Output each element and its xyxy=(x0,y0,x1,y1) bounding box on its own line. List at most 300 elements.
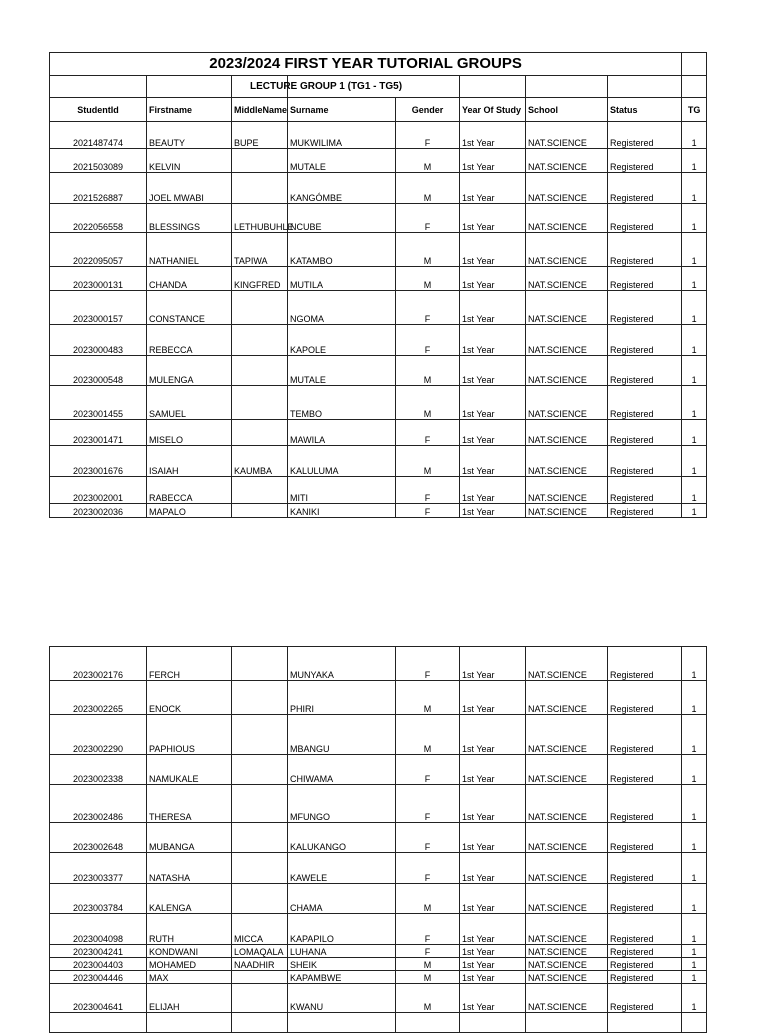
student-id-cell: 2023000548 xyxy=(50,356,147,386)
blank-cell xyxy=(608,76,682,98)
table-row xyxy=(50,446,707,477)
school-cell: NAT.SCIENCE xyxy=(526,122,608,149)
middlename-cell xyxy=(232,1013,288,1033)
middlename-cell xyxy=(232,356,288,386)
blank-cell xyxy=(682,76,707,98)
header-tg: TG xyxy=(682,98,707,122)
tg-cell: 1 xyxy=(682,945,707,958)
school-cell: NAT.SCIENCE xyxy=(526,755,608,785)
status-cell: Registered xyxy=(608,945,682,958)
firstname-cell: ELIJAH xyxy=(147,984,232,1013)
middlename-cell: KAUMBA xyxy=(232,446,288,477)
table-row xyxy=(50,823,707,853)
tg-cell: 1 xyxy=(682,914,707,945)
status-cell: Registered xyxy=(608,715,682,755)
surname-cell: KAWELE xyxy=(288,853,396,884)
year-of-study-cell: 1st Year xyxy=(460,325,526,356)
firstname-cell: KONDWANI xyxy=(147,945,232,958)
gender-cell: F xyxy=(396,853,460,884)
tg-cell: 1 xyxy=(682,681,707,715)
student-id-cell: 2023002176 xyxy=(50,647,147,681)
status-cell: Registered xyxy=(608,823,682,853)
middlename-cell xyxy=(232,173,288,204)
firstname-cell: NAMUKALE xyxy=(147,755,232,785)
column-header-row xyxy=(50,98,707,122)
table-row xyxy=(50,715,707,755)
student-id-cell: 2023002486 xyxy=(50,785,147,823)
middlename-cell xyxy=(232,755,288,785)
blank-cell xyxy=(147,76,232,98)
surname-cell: KAPAMBWE xyxy=(288,971,396,984)
firstname-cell: CONSTANCE xyxy=(147,291,232,325)
firstname-cell: MAPALO xyxy=(147,504,232,518)
middlename-cell xyxy=(232,823,288,853)
firstname-cell: KALENGA xyxy=(147,884,232,914)
student-id-cell: 2023001676 xyxy=(50,446,147,477)
year-of-study-cell: 1st Year xyxy=(460,204,526,233)
school-cell: NAT.SCIENCE xyxy=(526,884,608,914)
gender-cell: F xyxy=(396,291,460,325)
table-row xyxy=(50,785,707,823)
status-cell: Registered xyxy=(608,233,682,267)
middlename-cell xyxy=(232,477,288,504)
year-of-study-cell: 1st Year xyxy=(460,884,526,914)
surname-cell: KAPOLE xyxy=(288,325,396,356)
year-of-study-cell: 1st Year xyxy=(460,267,526,291)
gender-cell xyxy=(396,1013,460,1033)
student-id-cell: 2023001471 xyxy=(50,420,147,446)
table-row xyxy=(50,914,707,945)
header-surname: Surname xyxy=(288,98,396,122)
student-id-cell: 2021487474 xyxy=(50,122,147,149)
school-cell: NAT.SCIENCE xyxy=(526,504,608,518)
student-id-cell: 2023004098 xyxy=(50,914,147,945)
student-id-cell: 2023000131 xyxy=(50,267,147,291)
tg-cell: 1 xyxy=(682,755,707,785)
status-cell: Registered xyxy=(608,420,682,446)
middlename-cell xyxy=(232,149,288,173)
surname-cell: MUTALE xyxy=(288,356,396,386)
status-cell: Registered xyxy=(608,504,682,518)
table-row xyxy=(50,420,707,446)
status-cell xyxy=(608,1013,682,1033)
school-cell: NAT.SCIENCE xyxy=(526,420,608,446)
status-cell: Registered xyxy=(608,785,682,823)
middlename-cell xyxy=(232,715,288,755)
student-id-cell: 2021526887 xyxy=(50,173,147,204)
student-id-cell: 2023004241 xyxy=(50,945,147,958)
school-cell: NAT.SCIENCE xyxy=(526,681,608,715)
firstname-cell: FERCH xyxy=(147,647,232,681)
school-cell: NAT.SCIENCE xyxy=(526,356,608,386)
gender-cell: M xyxy=(396,971,460,984)
school-cell: NAT.SCIENCE xyxy=(526,149,608,173)
status-cell: Registered xyxy=(608,681,682,715)
status-cell: Registered xyxy=(608,914,682,945)
status-cell: Registered xyxy=(608,755,682,785)
firstname-cell: NATHANIEL xyxy=(147,233,232,267)
status-cell: Registered xyxy=(608,446,682,477)
gender-cell: F xyxy=(396,823,460,853)
year-of-study-cell: 1st Year xyxy=(460,477,526,504)
tutorial-groups-table-2 xyxy=(49,646,707,1033)
student-id-cell: 2023002036 xyxy=(50,504,147,518)
gender-cell: F xyxy=(396,945,460,958)
table-row xyxy=(50,884,707,914)
status-cell: Registered xyxy=(608,647,682,681)
gender-cell: M xyxy=(396,446,460,477)
year-of-study-cell: 1st Year xyxy=(460,233,526,267)
tg-cell: 1 xyxy=(682,823,707,853)
gender-cell: M xyxy=(396,715,460,755)
school-cell: NAT.SCIENCE xyxy=(526,477,608,504)
firstname-cell: MULENGA xyxy=(147,356,232,386)
year-of-study-cell: 1st Year xyxy=(460,386,526,420)
school-cell: NAT.SCIENCE xyxy=(526,853,608,884)
surname-cell: KANGÓMBE xyxy=(288,173,396,204)
gender-cell: F xyxy=(396,325,460,356)
school-cell: NAT.SCIENCE xyxy=(526,446,608,477)
gender-cell: M xyxy=(396,173,460,204)
tg-cell: 1 xyxy=(682,267,707,291)
tg-cell: 1 xyxy=(682,446,707,477)
student-id-cell xyxy=(50,1013,147,1033)
school-cell: NAT.SCIENCE xyxy=(526,325,608,356)
table-row xyxy=(50,853,707,884)
year-of-study-cell: 1st Year xyxy=(460,853,526,884)
student-id-cell: 2023002001 xyxy=(50,477,147,504)
student-id-cell: 2021503089 xyxy=(50,149,147,173)
student-id-cell: 2023003377 xyxy=(50,853,147,884)
student-id-cell: 2023002338 xyxy=(50,755,147,785)
status-cell: Registered xyxy=(608,291,682,325)
tg-cell: 1 xyxy=(682,853,707,884)
tg-cell: 1 xyxy=(682,647,707,681)
gender-cell: M xyxy=(396,984,460,1013)
firstname-cell xyxy=(147,1013,232,1033)
surname-cell xyxy=(288,1013,396,1033)
header-gender: Gender xyxy=(396,98,460,122)
middlename-cell xyxy=(232,681,288,715)
year-of-study-cell: 1st Year xyxy=(460,420,526,446)
gender-cell: M xyxy=(396,233,460,267)
surname-cell: CHAMA xyxy=(288,884,396,914)
table-row xyxy=(50,204,707,233)
subtitle-row xyxy=(50,76,707,98)
middlename-cell xyxy=(232,647,288,681)
student-id-cell: 2023004403 xyxy=(50,958,147,971)
student-id-cell: 2023000483 xyxy=(50,325,147,356)
student-id-cell: 2023004641 xyxy=(50,984,147,1013)
middlename-cell xyxy=(232,971,288,984)
gender-cell: M xyxy=(396,149,460,173)
table-row xyxy=(50,477,707,504)
school-cell: NAT.SCIENCE xyxy=(526,971,608,984)
tg-cell: 1 xyxy=(682,504,707,518)
tg-cell: 1 xyxy=(682,477,707,504)
surname-cell: KWANU xyxy=(288,984,396,1013)
year-of-study-cell: 1st Year xyxy=(460,173,526,204)
school-cell: NAT.SCIENCE xyxy=(526,647,608,681)
tg-cell: 1 xyxy=(682,173,707,204)
tg-cell: 1 xyxy=(682,884,707,914)
table-row xyxy=(50,984,707,1013)
student-id-cell: 2023004446 xyxy=(50,971,147,984)
middlename-cell xyxy=(232,984,288,1013)
firstname-cell: RUTH xyxy=(147,914,232,945)
gender-cell: F xyxy=(396,755,460,785)
surname-cell: MUTILA xyxy=(288,267,396,291)
status-cell: Registered xyxy=(608,173,682,204)
school-cell: NAT.SCIENCE xyxy=(526,785,608,823)
middlename-cell xyxy=(232,291,288,325)
table-row xyxy=(50,173,707,204)
student-id-cell: 2023001455 xyxy=(50,386,147,420)
surname-cell: KAPAPILO xyxy=(288,914,396,945)
gender-cell: F xyxy=(396,477,460,504)
tg-cell: 1 xyxy=(682,420,707,446)
tg-cell xyxy=(682,1013,707,1033)
firstname-cell: SAMUEL xyxy=(147,386,232,420)
surname-cell: SHEIK xyxy=(288,958,396,971)
surname-cell: KALULUMA xyxy=(288,446,396,477)
surname-cell: MUNYAKA xyxy=(288,647,396,681)
blank-cell xyxy=(526,76,608,98)
tg-cell: 1 xyxy=(682,958,707,971)
firstname-cell: NATASHA xyxy=(147,853,232,884)
status-cell: Registered xyxy=(608,386,682,420)
status-cell: Registered xyxy=(608,204,682,233)
firstname-cell: MISELO xyxy=(147,420,232,446)
school-cell: NAT.SCIENCE xyxy=(526,267,608,291)
title-row xyxy=(50,53,707,76)
year-of-study-cell xyxy=(460,1013,526,1033)
year-of-study-cell: 1st Year xyxy=(460,823,526,853)
firstname-cell: JOEL MWABI xyxy=(147,173,232,204)
school-cell: NAT.SCIENCE xyxy=(526,958,608,971)
tg-cell: 1 xyxy=(682,204,707,233)
year-of-study-cell: 1st Year xyxy=(460,785,526,823)
firstname-cell: CHANDA xyxy=(147,267,232,291)
surname-cell: KALUKANGO xyxy=(288,823,396,853)
gender-cell: F xyxy=(396,504,460,518)
middlename-cell: KINGFRED xyxy=(232,267,288,291)
gender-cell: F xyxy=(396,204,460,233)
surname-cell: TEMBO xyxy=(288,386,396,420)
gender-cell: F xyxy=(396,914,460,945)
firstname-cell: THERESA xyxy=(147,785,232,823)
firstname-cell: BEAUTY xyxy=(147,122,232,149)
status-cell: Registered xyxy=(608,149,682,173)
surname-cell: MITI xyxy=(288,477,396,504)
student-id-cell: 2022056558 xyxy=(50,204,147,233)
middlename-cell xyxy=(232,785,288,823)
year-of-study-cell: 1st Year xyxy=(460,149,526,173)
blank-cell xyxy=(50,76,147,98)
school-cell: NAT.SCIENCE xyxy=(526,984,608,1013)
header-year-of-study: Year Of Study xyxy=(460,98,526,122)
surname-cell: MAWILA xyxy=(288,420,396,446)
middlename-cell xyxy=(232,884,288,914)
firstname-cell: KELVIN xyxy=(147,149,232,173)
year-of-study-cell: 1st Year xyxy=(460,945,526,958)
gender-cell: M xyxy=(396,356,460,386)
year-of-study-cell: 1st Year xyxy=(460,715,526,755)
status-cell: Registered xyxy=(608,477,682,504)
table-row xyxy=(50,681,707,715)
middlename-cell: TAPIWA xyxy=(232,233,288,267)
year-of-study-cell: 1st Year xyxy=(460,958,526,971)
year-of-study-cell: 1st Year xyxy=(460,122,526,149)
status-cell: Registered xyxy=(608,325,682,356)
blank-cell xyxy=(460,76,526,98)
year-of-study-cell: 1st Year xyxy=(460,504,526,518)
tg-cell: 1 xyxy=(682,149,707,173)
gender-cell: F xyxy=(396,647,460,681)
firstname-cell: BLESSINGS xyxy=(147,204,232,233)
table-row xyxy=(50,1013,707,1033)
firstname-cell: MOHAMED xyxy=(147,958,232,971)
firstname-cell: MAX xyxy=(147,971,232,984)
page-title: 2023/2024 FIRST YEAR TUTORIAL GROUPS xyxy=(50,53,682,76)
middlename-cell xyxy=(232,853,288,884)
middlename-cell: LETHUBUHLE xyxy=(232,204,288,233)
firstname-cell: PAPHIOUS xyxy=(147,715,232,755)
table-row xyxy=(50,325,707,356)
year-of-study-cell: 1st Year xyxy=(460,446,526,477)
middlename-cell: MICCA xyxy=(232,914,288,945)
surname-cell: MBANGU xyxy=(288,715,396,755)
status-cell: Registered xyxy=(608,853,682,884)
surname-cell: PHIRI xyxy=(288,681,396,715)
table-row xyxy=(50,291,707,325)
school-cell: NAT.SCIENCE xyxy=(526,386,608,420)
middlename-cell xyxy=(232,325,288,356)
table-row xyxy=(50,386,707,420)
year-of-study-cell: 1st Year xyxy=(460,755,526,785)
middlename-cell xyxy=(232,420,288,446)
table-row xyxy=(50,755,707,785)
gender-cell: F xyxy=(396,785,460,823)
table-row xyxy=(50,647,707,681)
gender-cell: M xyxy=(396,386,460,420)
tg-cell: 1 xyxy=(682,122,707,149)
school-cell: NAT.SCIENCE xyxy=(526,204,608,233)
school-cell: NAT.SCIENCE xyxy=(526,823,608,853)
header-studentid: StudentId xyxy=(50,98,147,122)
table-row xyxy=(50,356,707,386)
year-of-study-cell: 1st Year xyxy=(460,291,526,325)
gender-cell: F xyxy=(396,122,460,149)
year-of-study-cell: 1st Year xyxy=(460,681,526,715)
header-firstname: Firstname xyxy=(147,98,232,122)
gender-cell: F xyxy=(396,420,460,446)
tg-cell: 1 xyxy=(682,386,707,420)
title-spacer-cell xyxy=(682,53,707,76)
table-row xyxy=(50,267,707,291)
gender-cell: M xyxy=(396,884,460,914)
school-cell: NAT.SCIENCE xyxy=(526,173,608,204)
status-cell: Registered xyxy=(608,984,682,1013)
tg-cell: 1 xyxy=(682,233,707,267)
school-cell: NAT.SCIENCE xyxy=(526,945,608,958)
middlename-cell: LOMAQALA xyxy=(232,945,288,958)
student-id-cell: 2023002648 xyxy=(50,823,147,853)
table-row xyxy=(50,971,707,984)
tg-cell: 1 xyxy=(682,971,707,984)
table-row xyxy=(50,149,707,173)
student-id-cell: 2022095057 xyxy=(50,233,147,267)
table-row xyxy=(50,504,707,518)
tg-cell: 1 xyxy=(682,715,707,755)
surname-cell: NGOMA xyxy=(288,291,396,325)
year-of-study-cell: 1st Year xyxy=(460,914,526,945)
tg-cell: 1 xyxy=(682,785,707,823)
school-cell: NAT.SCIENCE xyxy=(526,914,608,945)
surname-cell: KATAMBO xyxy=(288,233,396,267)
firstname-cell: ISAIAH xyxy=(147,446,232,477)
lecture-group-label: LECTURE GROUP 1 (TG1 - TG5) xyxy=(250,80,403,92)
status-cell: Registered xyxy=(608,958,682,971)
header-status: Status xyxy=(608,98,682,122)
student-id-cell: 2023002265 xyxy=(50,681,147,715)
gender-cell: M xyxy=(396,267,460,291)
table-row xyxy=(50,233,707,267)
surname-cell: MUTALE xyxy=(288,149,396,173)
status-cell: Registered xyxy=(608,122,682,149)
surname-cell: MUKWILIMA xyxy=(288,122,396,149)
school-cell: NAT.SCIENCE xyxy=(526,233,608,267)
firstname-cell: MUBANGA xyxy=(147,823,232,853)
surname-cell: NCUBE xyxy=(288,204,396,233)
school-cell xyxy=(526,1013,608,1033)
student-id-cell: 2023003784 xyxy=(50,884,147,914)
year-of-study-cell: 1st Year xyxy=(460,971,526,984)
status-cell: Registered xyxy=(608,971,682,984)
middlename-cell: BUPE xyxy=(232,122,288,149)
school-cell: NAT.SCIENCE xyxy=(526,715,608,755)
tg-cell: 1 xyxy=(682,984,707,1013)
surname-cell: CHIWAMA xyxy=(288,755,396,785)
tg-cell: 1 xyxy=(682,325,707,356)
status-cell: Registered xyxy=(608,884,682,914)
surname-cell: LUHANA xyxy=(288,945,396,958)
table-row xyxy=(50,958,707,971)
surname-cell: MFUNGO xyxy=(288,785,396,823)
header-school: School xyxy=(526,98,608,122)
year-of-study-cell: 1st Year xyxy=(460,356,526,386)
firstname-cell: ENOCK xyxy=(147,681,232,715)
student-id-cell: 2023000157 xyxy=(50,291,147,325)
tutorial-groups-table-1 xyxy=(49,52,707,518)
table-row xyxy=(50,122,707,149)
table-row xyxy=(50,945,707,958)
subtitle-cell xyxy=(250,76,460,98)
status-cell: Registered xyxy=(608,267,682,291)
gender-cell: M xyxy=(396,681,460,715)
year-of-study-cell: 1st Year xyxy=(460,647,526,681)
status-cell: Registered xyxy=(608,356,682,386)
tg-cell: 1 xyxy=(682,356,707,386)
student-id-cell: 2023002290 xyxy=(50,715,147,755)
year-of-study-cell: 1st Year xyxy=(460,984,526,1013)
middlename-cell: NAADHIR xyxy=(232,958,288,971)
middlename-cell xyxy=(232,386,288,420)
gender-cell: M xyxy=(396,958,460,971)
firstname-cell: RABECCA xyxy=(147,477,232,504)
school-cell: NAT.SCIENCE xyxy=(526,291,608,325)
firstname-cell: REBECCA xyxy=(147,325,232,356)
